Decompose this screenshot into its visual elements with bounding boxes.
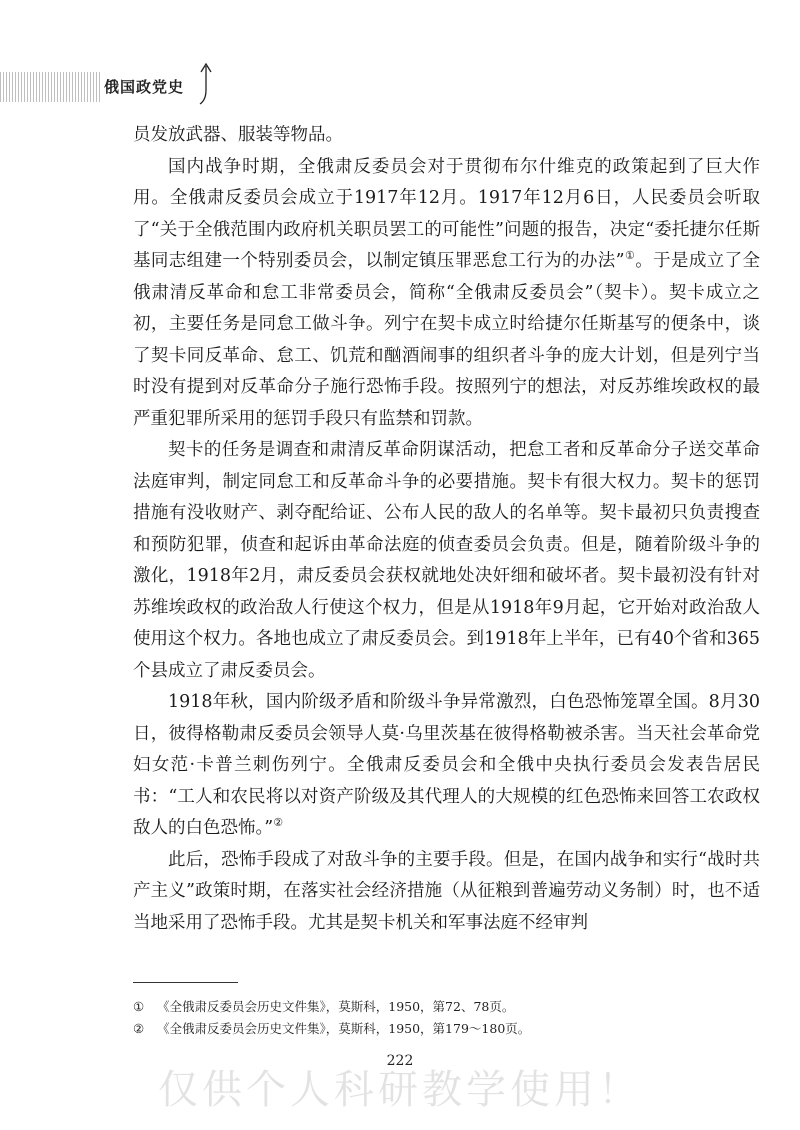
paragraph-text: 。于是成立了全俄肃清反革命和怠工非常委员会，简称“全俄肃反委员会”（契卡）。契卡成立之初，主要任务是同怠工做斗争。列宁在契卡成立时给捷尔任斯基写的便条中，谈了契卡同反革命、怠工、饥荒和酗酒闹事的组织者斗争的庞大计划，但是列宁当时没有提到对反革命分子施行恐怖手段。按照列宁的想法，对反苏维埃政权的最严重犯罪所采用的惩罚手段只有监禁和罚款。: [133, 251, 760, 429]
header-decoration: [0, 72, 100, 102]
footnote-text: 《全俄肃反委员会历史文件集》，莫斯科，1950，第179～180页。: [157, 1021, 531, 1036]
paragraph-text: 员发放武器、服装等物品。: [133, 125, 343, 145]
footnote-item: [133, 996, 760, 1018]
footnote-divider: [133, 982, 238, 983]
footnote-mark: ②: [133, 1021, 145, 1036]
paragraph: [133, 687, 760, 845]
paragraph-text: 契卡的任务是调查和肃清反革命阴谋活动，把怠工者和反革命分子送交革命法庭审判，制定同怠工和反革命斗争的必要措施。契卡有很大权力。契卡的惩罚措施有没收财产、剥夺配给证、公布人民的敌人的名单等。契卡最初只负责搜查和预防犯罪，侦查和起诉由革命法庭的侦查委员会负责。但是，随着阶级斗争的激化，1918年2月，肃反委员会获权就地处决奸细和破坏者。契卡最初没有针对苏维埃政权的政治敌人行使这个权力，但是从1918年9月起，它开始对政治敌人使用这个权力。各地也成立了肃反委员会。到1918年上半年，已有40个省和365个县成立了肃反委员会。: [133, 440, 760, 681]
watermark-text: 仅供个人科研教学使用！: [158, 1067, 642, 1113]
paragraph: [133, 845, 760, 940]
paragraph-text: 国内战争时期，全俄肃反委员会对于贯彻布尔什维克的政策起到了巨大作用。全俄肃反委员会成立于1917年12月。1917年12月6日，人民委员会听取了“关于全俄范围内政府机关职员罢工的可能性”问题的报告，决定“委托捷尔任斯基同志组建一个特别委员会，以制定镇压罪恶怠工行为的办法”: [133, 156, 760, 271]
running-header-title: 俄国政党史: [104, 78, 185, 96]
page-number: 222: [386, 1053, 414, 1069]
body-text: [133, 120, 760, 939]
paragraph: [133, 435, 760, 687]
footnote-reference[interactable]: ②: [273, 816, 284, 830]
footnote-reference[interactable]: ①: [624, 249, 636, 263]
footnote-text: 《全俄肃反委员会历史文件集》，莫斯科，1950，第72、78页。: [157, 999, 515, 1014]
paragraph-text: 此后，恐怖手段成了对敌斗争的主要手段。但是，在国内战争和实行“战时共产主义”政策时期，在落实社会经济措施（从征粮到普遍劳动义务制）时，也不适当地采用了恐怖手段。尤其是契卡机关和军事法庭不经审判: [133, 849, 760, 933]
paragraph: [133, 120, 760, 152]
paragraph-text: 1918年秋，国内阶级矛盾和阶级斗争异常激烈，白色恐怖笼罩全国。8月30日，彼得格勒肃反委员会领导人莫·乌里茨基在彼得格勒被杀害。当天社会革命党妇女范·卡普兰刺伤列宁。全俄肃反委员会和全俄中央执行委员会发表告居民书：“工人和农民将以对资产阶级及其代理人的大规模的红色恐怖来回答工农政权敌人的白色恐怖。”: [133, 692, 760, 838]
footnote-mark: ①: [133, 999, 145, 1014]
header-arrow-icon: [188, 60, 212, 106]
paragraph: [133, 152, 760, 436]
footnote-item: [133, 1018, 760, 1040]
footnotes: [133, 996, 760, 1040]
